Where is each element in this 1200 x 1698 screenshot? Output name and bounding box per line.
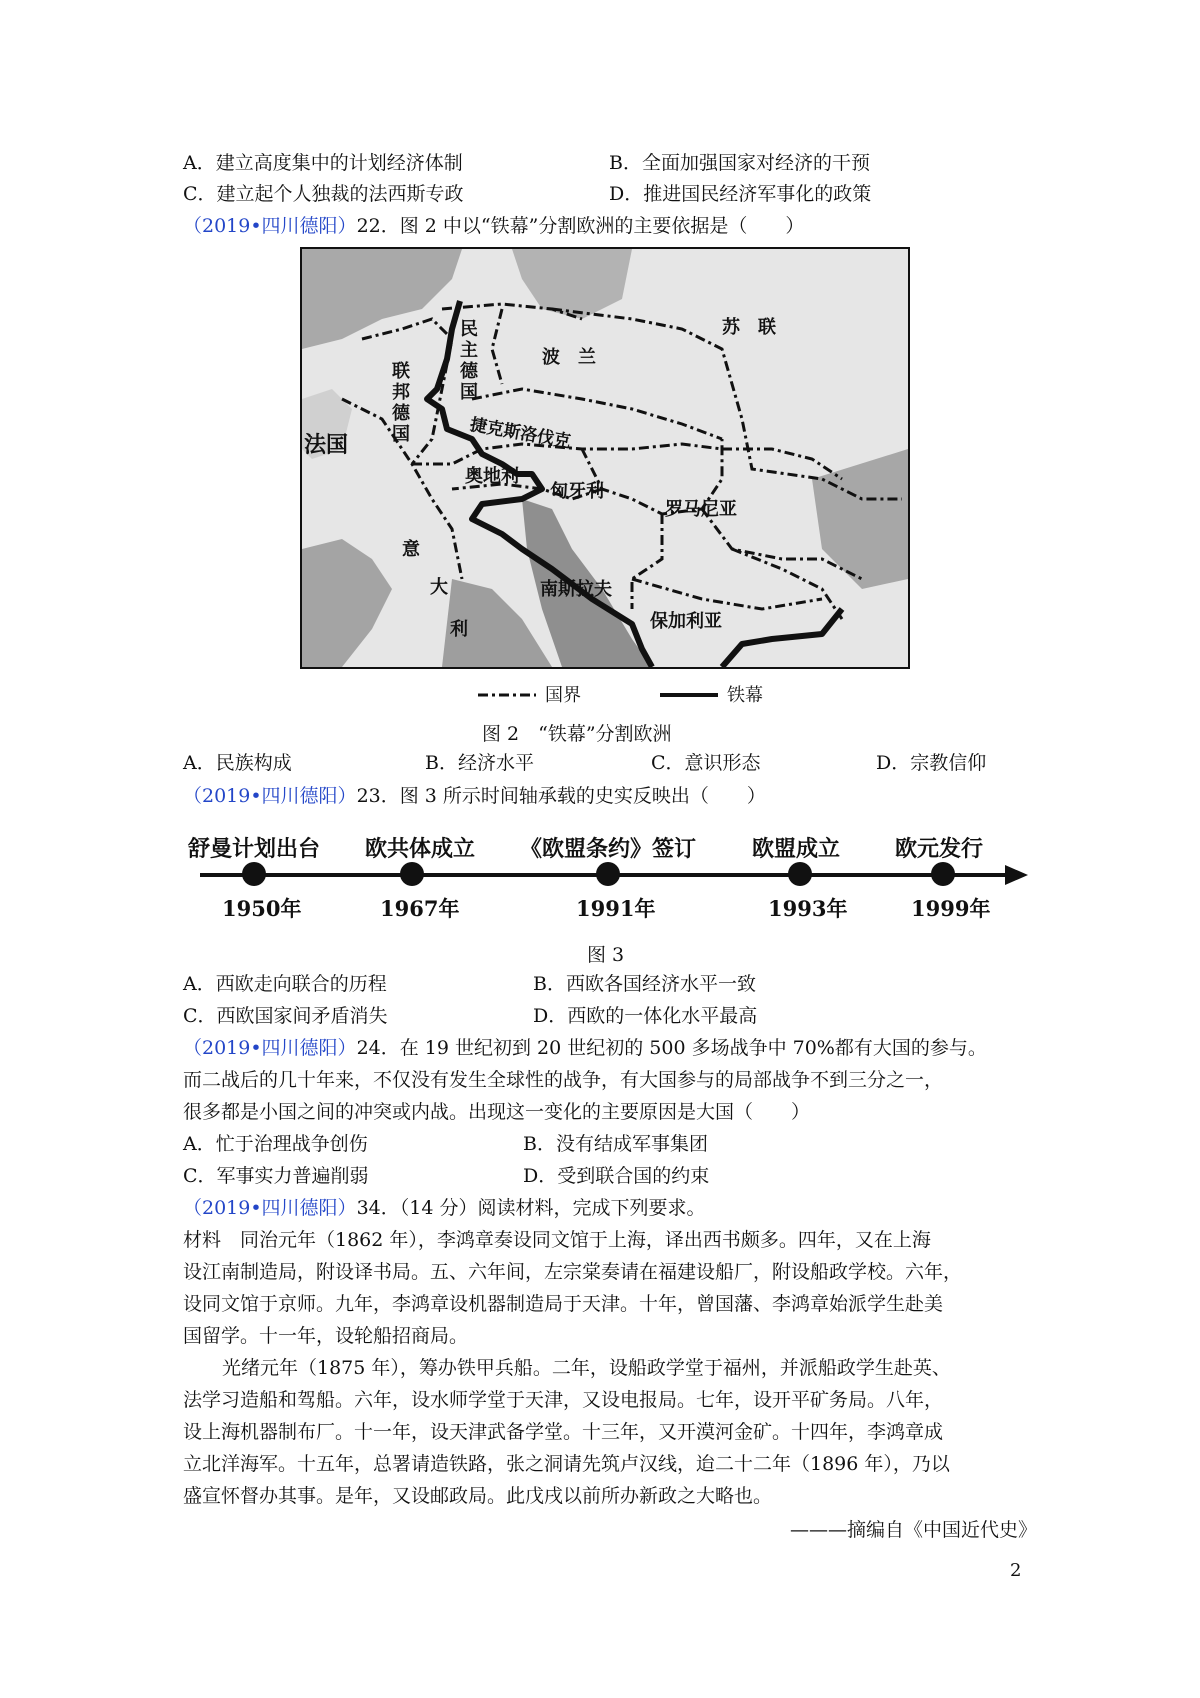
timeline-year-1: 1950年 bbox=[222, 896, 302, 921]
timeline-year-5: 1999年 bbox=[911, 896, 991, 921]
q34-stem: 34．（14 分）阅读材料，完成下列要求。 bbox=[356, 1197, 706, 1219]
q34-question bbox=[183, 1196, 705, 1220]
q23-source: （2019•四川德阳） bbox=[183, 785, 357, 807]
timeline-dot-1991 bbox=[596, 862, 620, 886]
q34-material-p1-line-3: 设同文馆于京师。九年，李鸿章设机器制造局于天津。十年，曾国藩、李鸿章始派学生赴美 bbox=[183, 1293, 944, 1315]
q23-stem: 23．图 3 所示时间轴承载的史实反映出（ ） bbox=[356, 785, 766, 807]
map-label-poland: 波 兰 bbox=[542, 347, 596, 368]
q21-option-b: B．全面加强国家对经济的干预 bbox=[609, 152, 870, 174]
timeline-event-3: 《欧盟条约》签订 bbox=[520, 837, 697, 862]
map-label-italy-3: 利 bbox=[450, 619, 468, 640]
q22-option-d: D．宗教信仰 bbox=[876, 752, 987, 774]
map-label-yugoslavia: 南斯拉夫 bbox=[540, 579, 612, 600]
legend-curtain-symbol bbox=[660, 690, 720, 700]
q24-stem-2: 而二战后的几十年来，不仅没有发生全球性的战争，有大国参与的局部战争不到三分之一， bbox=[183, 1069, 944, 1091]
map-label-france: 法国 bbox=[304, 432, 349, 458]
map-graphic bbox=[302, 249, 908, 667]
timeline-year-2: 1967年 bbox=[380, 896, 460, 921]
map-label-bulgaria: 保加利亚 bbox=[650, 611, 722, 632]
legend-border-symbol bbox=[478, 690, 538, 700]
legend-curtain-label: 铁幕 bbox=[727, 685, 763, 706]
q23-option-b: B．西欧各国经济水平一致 bbox=[533, 973, 756, 995]
q21-option-d: D．推进国民经济军事化的政策 bbox=[609, 183, 872, 205]
q23-question bbox=[183, 784, 766, 808]
timeline-dot-1967 bbox=[400, 862, 424, 886]
q22-option-c: C．意识形态 bbox=[651, 752, 761, 774]
timeline-dot-1993 bbox=[788, 862, 812, 886]
q34-source: （2019•四川德阳） bbox=[183, 1197, 357, 1219]
q34-citation: ———摘编自《中国近代史》 bbox=[790, 1519, 1038, 1541]
q34-material-p2-line-5: 盛宣怀督办其事。是年，又设邮政局。此戊戌以前所办新政之大略也。 bbox=[183, 1485, 773, 1507]
q21-option-c: C．建立起个人独裁的法西斯专政 bbox=[183, 183, 464, 205]
map-label-italy-2: 大 bbox=[430, 577, 448, 598]
figure-2-caption: 图 2 “铁幕”分割欧洲 bbox=[482, 723, 672, 745]
map-label-gdr: 民主德国 bbox=[460, 319, 478, 403]
iron-curtain-map bbox=[300, 247, 910, 669]
q22-question bbox=[183, 214, 804, 238]
q22-option-a: A．民族构成 bbox=[183, 752, 292, 774]
map-label-austria: 奥地利 bbox=[465, 466, 519, 487]
timeline-year-4: 1993年 bbox=[768, 896, 848, 921]
q23-option-d: D．西欧的一体化水平最高 bbox=[533, 1005, 758, 1027]
q22-option-b: B．经济水平 bbox=[425, 752, 534, 774]
q34-material-p2-line-3: 设上海机器制布厂。十一年，设天津武备学堂。十三年，又开漠河金矿。十四年，李鸿章成 bbox=[183, 1421, 944, 1443]
q24-stem-1: 24．在 19 世纪初到 20 世纪初的 500 多场战争中 70%都有大国的参与。 bbox=[356, 1037, 987, 1059]
q34-material-p1-line-2: 设江南制造局，附设译书局。五、六年间，左宗棠奏请在福建设船厂，附设船政学校。六年， bbox=[183, 1261, 963, 1283]
q24-option-a: A．忙于治理战争创伤 bbox=[183, 1133, 368, 1155]
figure-3-caption: 图 3 bbox=[587, 944, 625, 966]
map-label-soviet: 苏 联 bbox=[722, 317, 776, 338]
q24-option-d: D．受到联合国的约束 bbox=[523, 1165, 710, 1187]
timeline-dot-1950 bbox=[242, 862, 266, 886]
timeline-event-1: 舒曼计划出台 bbox=[188, 837, 321, 862]
map-label-italy-1: 意 bbox=[402, 539, 420, 560]
q22-source: （2019•四川德阳） bbox=[183, 215, 357, 237]
q22-stem: 22．图 2 中以“铁幕”分割欧洲的主要依据是（ ） bbox=[356, 215, 805, 237]
timeline-event-4: 欧盟成立 bbox=[752, 837, 841, 862]
timeline-event-5: 欧元发行 bbox=[895, 837, 984, 862]
map-label-czechoslovakia: 捷克斯洛伐克 bbox=[468, 414, 573, 453]
map-label-romania: 罗马尼亚 bbox=[665, 499, 737, 520]
q34-material-p2-line-4: 立北洋海军。十五年，总署请造铁路，张之洞请先筑卢汉线，迨二十二年（1896 年），乃以 bbox=[183, 1453, 950, 1475]
q34-material-p2-line-2: 法学习造船和驾船。六年，设水师学堂于天津，又设电报局。七年，设开平矿务局。八年， bbox=[183, 1389, 944, 1411]
page-number: 2 bbox=[1010, 1560, 1022, 1581]
q24-option-c: C．军事实力普遍削弱 bbox=[183, 1165, 369, 1187]
q34-material-p1-line-4: 国留学。十一年，设轮船招商局。 bbox=[183, 1325, 469, 1347]
q23-option-c: C．西欧国家间矛盾消失 bbox=[183, 1005, 388, 1027]
q34-material-p2-line-1: 光绪元年（1875 年），筹办铁甲兵船。二年，设船政学堂于福州，并派船政学生赴英、 bbox=[222, 1357, 951, 1379]
map-label-hungary: 匈牙利 bbox=[550, 481, 604, 502]
q24-option-b: B．没有结成军事集团 bbox=[523, 1133, 708, 1155]
timeline-dot-1999 bbox=[931, 862, 955, 886]
q24-stem-3: 很多都是小国之间的冲突或内战。出现这一变化的主要原因是大国（ ） bbox=[183, 1101, 811, 1123]
q24-source: （2019•四川德阳） bbox=[183, 1037, 357, 1059]
q23-option-a: A．西欧走向联合的历程 bbox=[183, 973, 387, 995]
q24-question-line-1 bbox=[183, 1036, 987, 1060]
legend-border-label: 国界 bbox=[545, 685, 581, 706]
q34-material-p1-line-1: 材料 同治元年（1862 年），李鸿章奏设同文馆于上海，译出西书颇多。四年，又在上海 bbox=[183, 1229, 931, 1251]
timeline-event-2: 欧共体成立 bbox=[365, 837, 476, 862]
q21-option-a: A．建立高度集中的计划经济体制 bbox=[183, 152, 463, 174]
timeline-year-3: 1991年 bbox=[576, 896, 656, 921]
map-label-frg: 联邦德国 bbox=[392, 361, 410, 445]
